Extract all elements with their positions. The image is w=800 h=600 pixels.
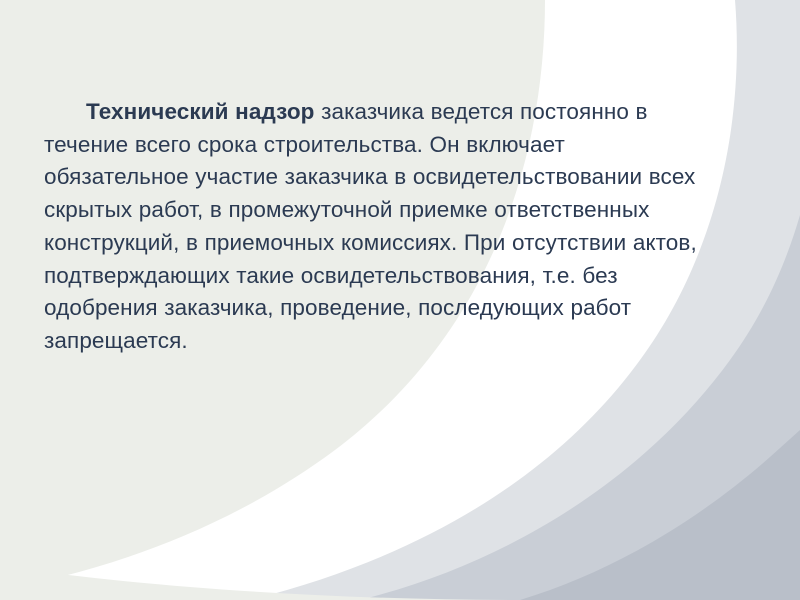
- paragraph-text: заказчика ведется постоянно в течение всего срока строительства. Он включает обязательное участие заказчика в освидетельствовании всех скрытых работ, в промежуточной приемке ответственных конструкций, в приемочных комиссиях. При отсутствии актов, подтверждающих такие освидетельствования, т.е. без одобрения заказчика, проведение, последующих работ запрещается.: [44, 99, 697, 354]
- paragraph: [44, 96, 700, 358]
- text-block: [44, 96, 700, 358]
- lead-bold-text: Технический надзор: [86, 99, 315, 124]
